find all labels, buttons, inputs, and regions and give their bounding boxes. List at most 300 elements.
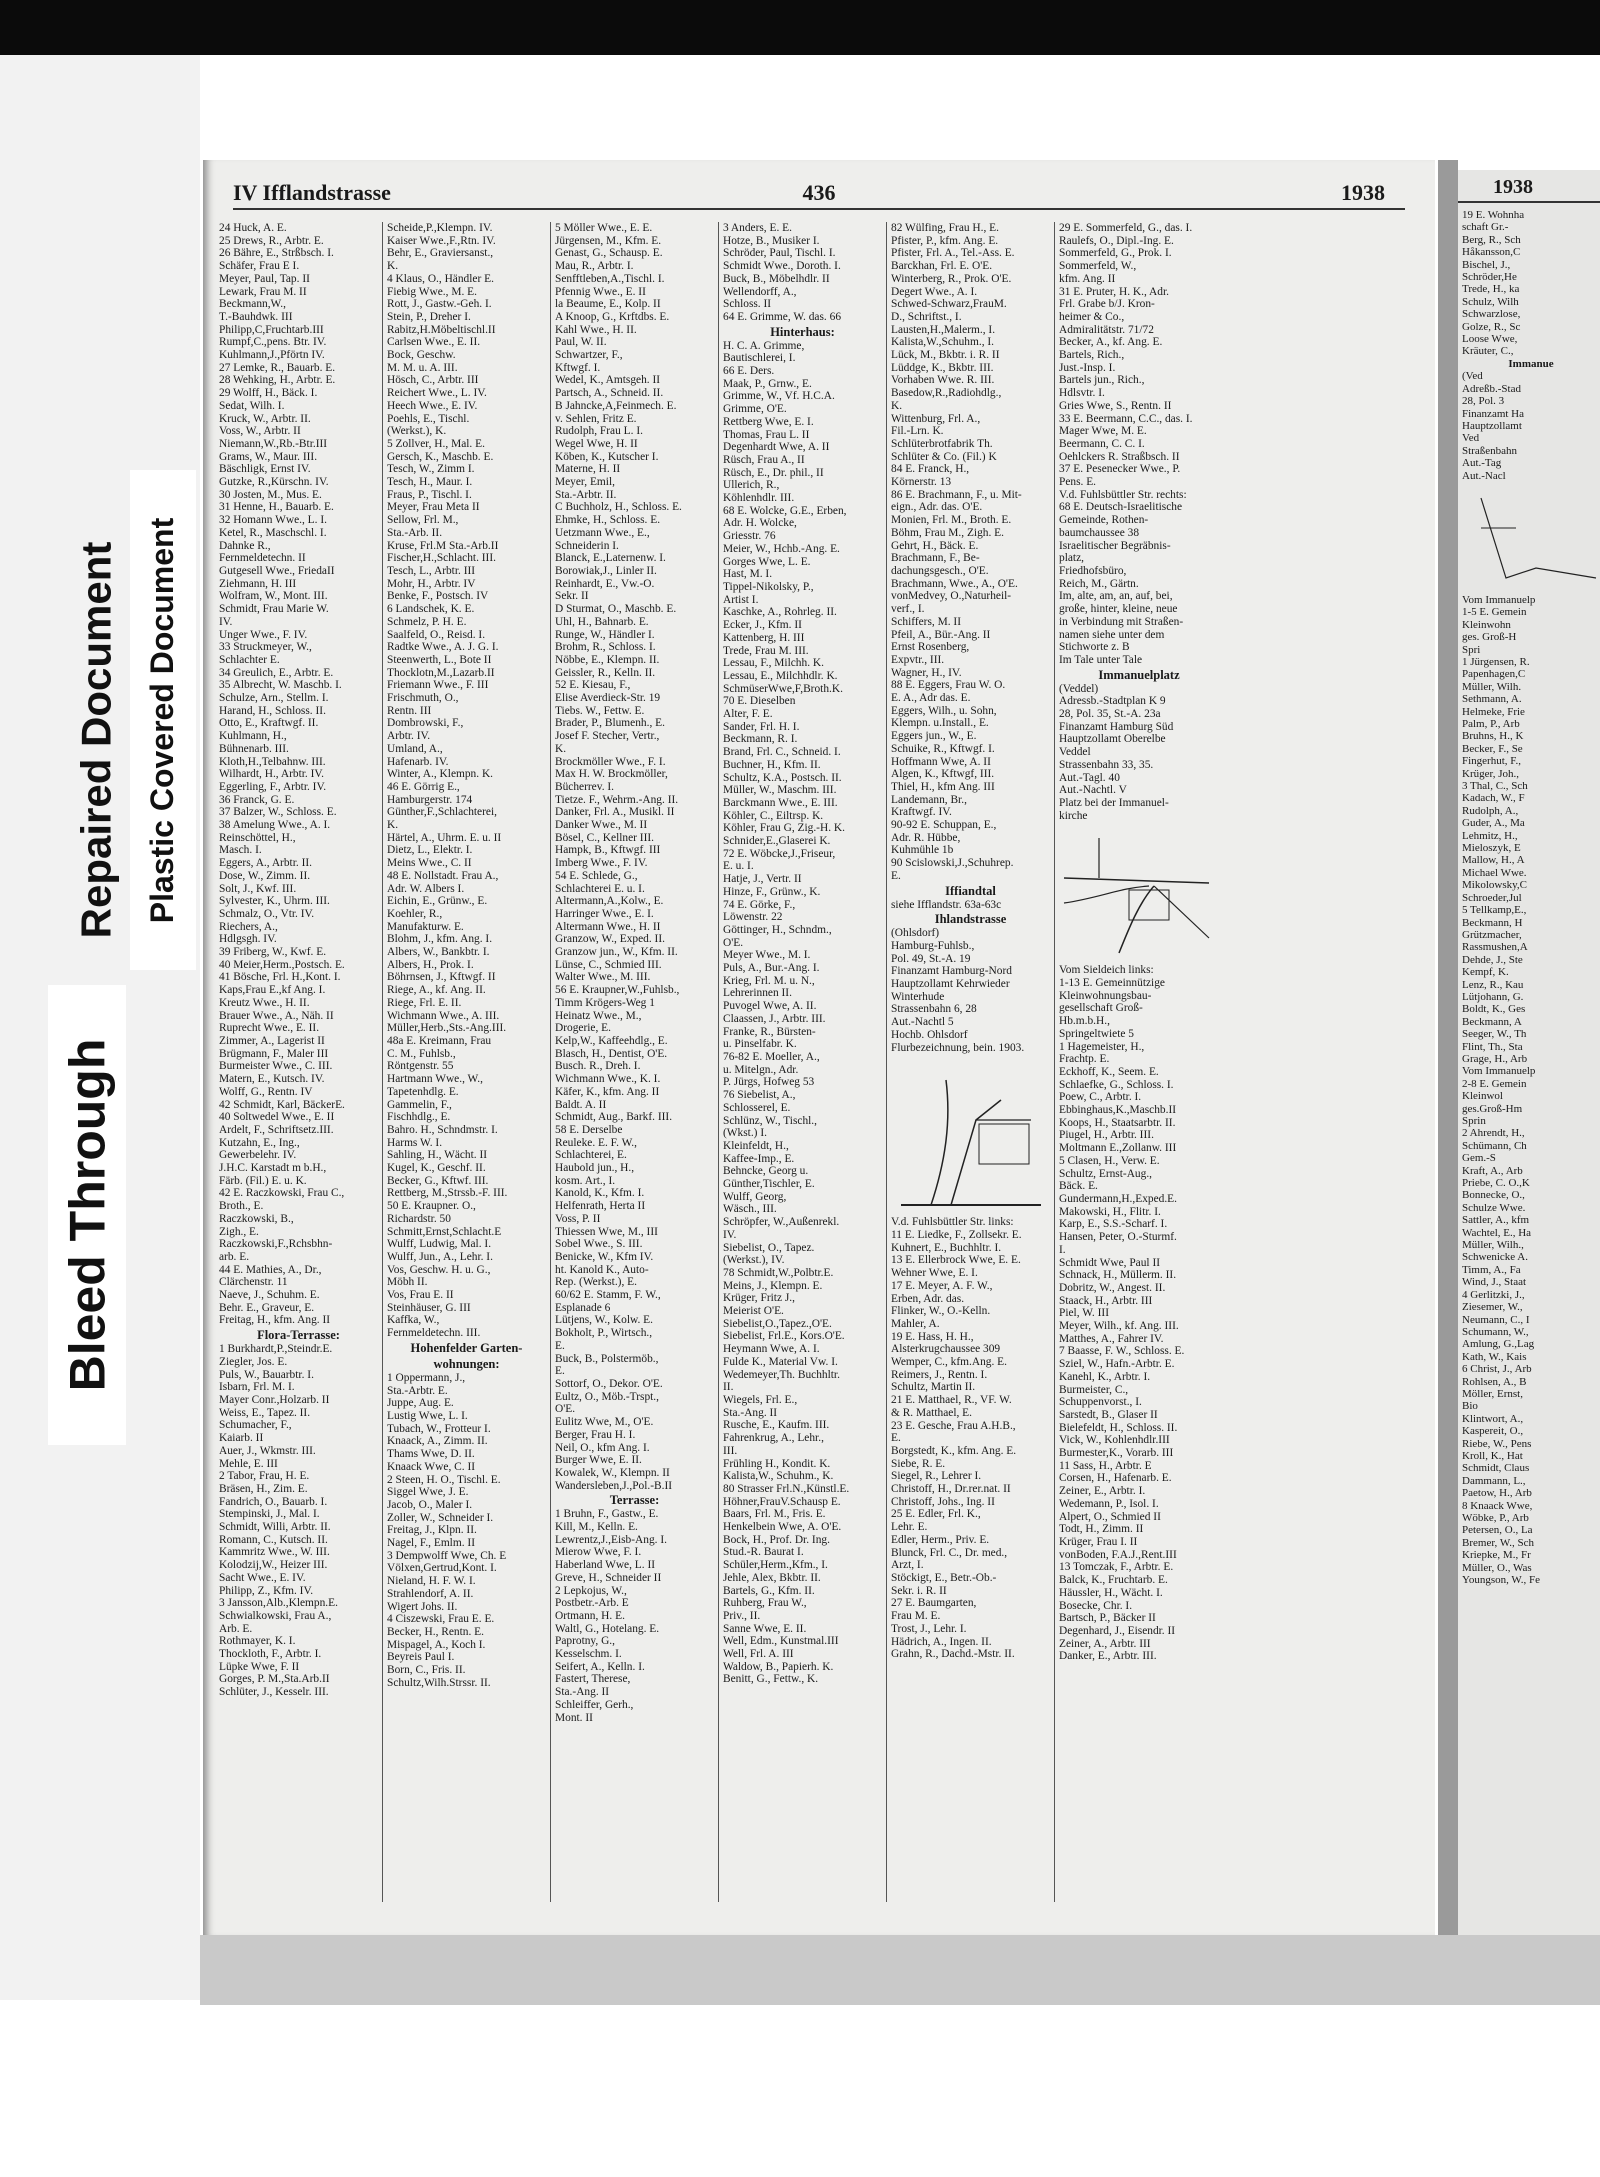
directory-entry: Ziesemer, W., <box>1462 1301 1523 1314</box>
header-street: IV Ifflandstrasse <box>233 180 391 205</box>
directory-entry: Arb. E. <box>219 1622 253 1635</box>
directory-entry: Uhl, H., Bahnarb. E. <box>555 615 649 628</box>
directory-entry: 40 Meier,Herm.,Postsch. E. <box>219 958 345 971</box>
directory-entry: Brügmann, F., Maler III <box>219 1047 329 1060</box>
directory-entry: Bremer, W., Sch <box>1462 1536 1534 1549</box>
directory-entry: Thockloth, F., Arbtr. I. <box>219 1648 322 1661</box>
directory-entry: Schwarzlose, <box>1462 308 1521 321</box>
directory-entry: Schlüterbrotfabrik Th. <box>891 437 993 450</box>
directory-entry: Grützmacher, <box>1462 928 1522 941</box>
directory-entry: Freitag, J., Klpn. II. <box>387 1524 477 1537</box>
directory-entry: Schröder, Paul, Tischl. I. <box>723 247 836 260</box>
directory-entry: Hauptzollamt <box>1462 419 1522 432</box>
directory-entry: große, hinter, kleine, neue <box>1059 603 1178 616</box>
directory-entry: 29 E. Sommerfeld, G., das. I. <box>1059 222 1193 234</box>
facing-page-year: 1938 <box>1458 170 1600 203</box>
directory-entry: Borowiak,J., Linler II. <box>555 564 657 577</box>
directory-entry: Sziel, W., Hafn.-Arbtr. E. <box>1059 1358 1175 1371</box>
directory-entry: Berger, Frau H. I. <box>555 1428 636 1441</box>
directory-entry: Hb.m.b.H., <box>1059 1015 1110 1028</box>
directory-entry: Reinschöttel, H., <box>219 831 296 844</box>
directory-entry: Dobritz, W., Angest. II. <box>1059 1281 1166 1294</box>
directory-entry: Postbetr.-Arb. E <box>555 1597 629 1610</box>
directory-entry: Kaiarb. II <box>219 1432 264 1445</box>
directory-entry: Bahro. H., Schndmstr. I. <box>387 1123 498 1136</box>
directory-entry: Schnack, H., Müllerm. II. <box>1059 1269 1177 1282</box>
directory-entry: Krüger, Fritz J., <box>723 1292 795 1305</box>
directory-entry: Baars, Frl. M., Fris. E. <box>723 1508 826 1521</box>
directory-entry: Fandrich, O., Bauarb. I. <box>219 1495 328 1508</box>
directory-entry: Papenhagen,C <box>1462 668 1526 681</box>
directory-entry: eign., Adr. das. O'E. <box>891 501 983 514</box>
directory-entry: Klintwort, A., <box>1462 1412 1524 1425</box>
directory-entry: Schlosserel, E. <box>723 1101 791 1114</box>
directory-entry: Reuleke. E. F. W., <box>555 1136 637 1149</box>
directory-entry: 34 Greulich, E., Arbtr. E. <box>219 666 334 679</box>
directory-entry: 23 E. Gesche, Frau A.H.B., <box>891 1419 1016 1432</box>
directory-entry: Eckhoff, K., Seem. E. <box>1059 1065 1159 1078</box>
directory-entry: Kanehl, K., Arbtr. I. <box>1059 1370 1151 1383</box>
directory-entry: Siebelist, O., Tapez. <box>723 1241 815 1254</box>
directory-entry: Kruse, Frl.M Sta.-Arb.II <box>387 539 499 552</box>
directory-entry: Sellow, Frl. M., <box>387 514 459 527</box>
directory-entry: Platz bei der Immanuel- <box>1059 796 1169 809</box>
directory-entry: Kuhnert, E., Buchhltr. I. <box>891 1241 1002 1254</box>
directory-entry: Bio <box>1462 1400 1478 1413</box>
directory-entry: Wagner, H., IV. <box>891 666 962 679</box>
directory-entry: Unger Wwe., F. IV. <box>219 628 308 641</box>
directory-entry: Waltl, G., Hotelang. E. <box>555 1622 660 1635</box>
directory-entry: Richardstr. 50 <box>387 1212 451 1225</box>
directory-entry: Reichert Wwe., L. IV. <box>387 387 487 400</box>
directory-entry: Berg, R., Sch <box>1462 233 1521 246</box>
directory-entry: Winterhude <box>891 990 945 1003</box>
directory-entry: Kowalek, W., Klempn. II <box>555 1466 670 1479</box>
directory-entry: 25 E. Edler, Frl. K., <box>891 1508 981 1521</box>
directory-entry: Jacob, O., Maler I. <box>387 1498 473 1511</box>
directory-entry: 82 Wülfing, Frau H., E. <box>891 222 999 234</box>
directory-entry: Lehrerinnen II. <box>723 987 792 1000</box>
directory-entry: 31 E. Pruter, H. K., Adr. <box>1059 285 1169 298</box>
directory-entry: Sekr. II <box>555 590 589 603</box>
directory-entry: kosm. Art., I. <box>555 1174 616 1187</box>
directory-entry: Völxen,Gertrud,Kont. I. <box>387 1562 497 1575</box>
directory-entry: 84 E. Franck, H., <box>891 463 970 476</box>
directory-entry: Thomas, Frau L. II <box>723 428 810 441</box>
directory-entry: Saalfeld, O., Reisd. I. <box>387 628 486 641</box>
directory-entry: Krieg, Frl. M. u. N., <box>723 974 815 987</box>
directory-entry: 60/62 E. Stamm, F. W., <box>555 1289 661 1302</box>
directory-entry: Schlüter, J., Kesselr. III. <box>219 1686 329 1699</box>
directory-entry: Priv., II. <box>723 1609 761 1622</box>
directory-entry: Meyer, Emil, <box>555 476 615 489</box>
directory-entry: Grimme, O'E. <box>723 403 787 416</box>
directory-entry: Wichmann Wwe., K. I. <box>555 1073 661 1086</box>
directory-entry: Franke, R., Bürsten- <box>723 1025 816 1038</box>
directory-entry: Fil.-Lrn. K. <box>891 425 944 438</box>
directory-entry: heimer & Co., <box>1059 310 1125 323</box>
directory-entry: Sander, Frl. H. I. <box>723 720 800 733</box>
directory-entry: Sta.-Arbtr. E. <box>387 1384 448 1397</box>
directory-entry: Bartels, Rich., <box>1059 349 1125 362</box>
directory-entry: Mierow Wwe, F. I. <box>555 1546 642 1559</box>
directory-entry: Härtel, A., Uhrm. E. u. II <box>387 831 502 844</box>
directory-entry: Piugel, H., Arbtr. III. <box>1059 1129 1154 1142</box>
directory-entry: Sahling, H., Wächt. II <box>387 1149 488 1162</box>
directory-entry: ges.Groß-Hm <box>1462 1102 1523 1115</box>
directory-entry: Wemper, C., kfm.Ang. E. <box>891 1356 1007 1369</box>
directory-entry: Burmester,K., Vorarb. III <box>1059 1447 1174 1460</box>
directory-entry: Pfennig Wwe., E. II <box>555 285 646 298</box>
directory-entry: Brachmann, F., Be- <box>891 552 980 565</box>
directory-entry: Sommerfeld, G., Prok. I. <box>1059 247 1172 260</box>
directory-entry: Lehr. E. <box>891 1521 928 1534</box>
directory-entry: Kruck, W., Arbtr. II. <box>219 412 311 425</box>
directory-entry: A Knoop, G., Krftdbs. E. <box>555 310 670 323</box>
directory-entry: Adressb.-Stadtplan K 9 <box>1059 695 1166 708</box>
directory-entry: K. <box>387 819 399 832</box>
directory-entry: I. <box>1059 1243 1066 1256</box>
directory-entry: Ardelt, F., Schriftsetz.III. <box>219 1123 334 1136</box>
directory-entry: P. Jürgs, Hofweg 53 <box>723 1076 815 1089</box>
directory-entry: Schmidt Wwe, Paul II <box>1059 1256 1161 1269</box>
directory-entry: Kuhlmann, H., <box>219 730 287 743</box>
directory-entry: 21 E. Matthael, R., VF. W. <box>891 1394 1012 1407</box>
directory-entry: Piel, W. III <box>1059 1307 1109 1320</box>
directory-entry: Strassenbahn 6, 28 <box>891 1003 977 1016</box>
directory-entry: Degenhardt Wwe, A. II <box>723 441 830 454</box>
directory-column <box>383 222 551 1902</box>
directory-entry: 1-5 E. Gemein <box>1462 606 1527 619</box>
directory-entry: (Werkst.), IV. <box>723 1254 785 1267</box>
directory-entry: Dombrowski, F., <box>387 717 464 730</box>
directory-entry: Böhrnsen, J., Kftwgf. II <box>387 971 496 984</box>
directory-entry: Beyreis Paul I. <box>387 1651 455 1664</box>
directory-entry: Umland, A., <box>387 742 443 755</box>
directory-entry: vonMedvey, O.,Naturheil- <box>891 590 1012 603</box>
directory-entry: Schlünz, W., Tischl., <box>723 1114 817 1127</box>
directory-entry: Mau, R., Arbtr. I. <box>555 260 634 273</box>
directory-entry: 37 E. Pesenecker Wwe., P. <box>1059 463 1181 476</box>
directory-entry: Kaschke, A., Rohrleg. II. <box>723 606 837 619</box>
directory-entry: Wachtel, E., Ha <box>1462 1226 1532 1239</box>
directory-entry: Wolfram, W., Mont. III. <box>219 590 328 603</box>
directory-entry: Fernmeldetechn. III. <box>387 1327 481 1340</box>
directory-entry: II. <box>723 1381 734 1394</box>
directory-entry: Sta.-Ang. II <box>555 1686 610 1699</box>
directory-entry: Gewerbelehr. IV. <box>219 1149 297 1162</box>
directory-entry: Rentn. III <box>387 704 432 717</box>
directory-entry: Eggerling, F., Arbtr. IV. <box>219 780 327 793</box>
directory-entry: Rüsch, E., Dr. phil., II <box>723 466 824 479</box>
directory-entry: 48a E. Kreimann, Frau <box>387 1035 492 1047</box>
directory-entry: gesellschaft Groß- <box>1059 1002 1143 1015</box>
directory-entry: Sta.-Arbtr. II. <box>555 488 617 501</box>
directory-entry: Knaack Wwe, C. II <box>387 1460 476 1473</box>
directory-entry: Bücherrev. I. <box>555 780 615 793</box>
directory-entry: 27 Lemke, R., Bauarb. E. <box>219 361 336 374</box>
directory-entry: Kloth,H.,Telbahnw. III. <box>219 755 326 768</box>
directory-entry: Nagel, F., Emlm. II <box>387 1537 475 1550</box>
directory-entry: Hädrich, A., Ingen. II. <box>891 1635 992 1648</box>
directory-entry: 7 Baasse, F. W., Schloss. E. <box>1059 1345 1185 1358</box>
directory-entry: Blanck, E.,Laternenw. I. <box>555 552 666 565</box>
directory-entry: Spri <box>1462 643 1481 656</box>
directory-entry: Senfftleben,A.,Tischl. I. <box>555 272 665 285</box>
facing-page-entries <box>1458 203 1600 1586</box>
directory-entry: Lehmitz, H., <box>1462 829 1518 842</box>
directory-entry: Adr. R. Hübbe, <box>891 831 961 844</box>
directory-entry: Waldow, B., Papierh. K. <box>723 1660 834 1673</box>
directory-entry: Beckmann, R. I. <box>723 733 798 746</box>
directory-entry: Wulff, Georg, <box>723 1190 787 1203</box>
directory-entry: 52 E. Kiesau, F., <box>555 679 631 692</box>
directory-entry: Barckmann Wwe., E. III. <box>723 796 838 809</box>
directory-entry: 25 Drews, R., Arbtr. E. <box>219 234 324 247</box>
directory-entry: Winter, A., Klempn. K. <box>387 768 494 781</box>
directory-entry: 3 Dempwolff Wwe, Ch. E <box>387 1549 507 1562</box>
directory-entry: Hauptzollamt Kehrwieder <box>891 978 1010 991</box>
directory-entry: H. C. A. Grimme, <box>723 339 805 352</box>
directory-entry: Bischel, J., <box>1462 258 1511 271</box>
directory-entry: O'E. <box>555 1403 576 1416</box>
directory-entry: Zoller, W., Schneider I. <box>387 1511 494 1524</box>
directory-entry: Ved <box>1462 432 1480 445</box>
directory-entry: Fernmeldetechn. II <box>219 552 306 565</box>
directory-entry: Landemann, Br., <box>891 793 967 806</box>
directory-entry: Sommerfeld, W., <box>1059 260 1137 273</box>
directory-entry: (Ohlsdorf) <box>891 927 940 940</box>
plastic-covered-label-text: Plastic Covered Document <box>144 517 181 923</box>
directory-entry: IV. <box>723 1228 737 1241</box>
directory-entry: Mont. II <box>555 1711 593 1724</box>
directory-entry: 35 Albrecht, W. Maschb. I. <box>219 679 342 692</box>
directory-entry: Buck, B., Polstermöb., <box>555 1352 659 1365</box>
directory-entry: Lewark, Frau M. II <box>219 285 307 298</box>
directory-entry: Brader, P., Blumenh., E. <box>555 717 665 730</box>
directory-entry: Hinze, F., Grünw., K. <box>723 885 821 898</box>
directory-entry: 11 Sass, H., Arbtr. E <box>1059 1459 1152 1472</box>
directory-entry: 76 Siebelist, A., <box>723 1089 796 1102</box>
directory-entry: E. <box>891 1432 901 1445</box>
directory-entry: Sacht Wwe., E. IV. <box>219 1571 306 1584</box>
directory-entry: 3 Anders, E. E. <box>723 222 792 234</box>
directory-entry: Bielefeldt, H., Schloss. II. <box>1059 1421 1178 1434</box>
directory-entry: Kleinwol <box>1462 1090 1503 1103</box>
directory-entry: Hartmann Wwe., W., <box>387 1073 483 1086</box>
directory-entry: Kleinwohnungsbau- <box>1059 989 1152 1002</box>
directory-entry: Ortmann, H. E. <box>555 1609 625 1622</box>
directory-entry: Albers, W., Bankbtr. I. <box>387 946 490 959</box>
directory-entry: Mahler, A. <box>891 1317 940 1330</box>
directory-entry: Nöbbe, E., Klempn. II. <box>555 653 660 666</box>
directory-entry: Göttinger, H., Schndm., <box>723 923 832 936</box>
section-heading: Hinterhaus: <box>770 324 835 339</box>
directory-entry: Thiessen Wwe, M., III <box>555 1225 658 1238</box>
directory-entry: Bock, H., Prof. Dr. Ing. <box>723 1533 830 1546</box>
directory-entry: Kanold, K., Kfm. I. <box>555 1187 645 1200</box>
directory-entry: 37 Balzer, W., Schloss. E. <box>219 806 337 819</box>
directory-entry: 1 Bruhn, F., Gastw., E. <box>555 1508 659 1521</box>
street-map-figure <box>891 1060 1049 1210</box>
directory-entry: Schmidt, Aug., Barkf. III. <box>555 1111 673 1124</box>
directory-entry: Schlachterei E. u. I. <box>555 882 645 895</box>
directory-entry: Siegel, R., Lehrer I. <box>891 1470 982 1483</box>
directory-entry: Bartsch, P., Bäcker II <box>1059 1612 1156 1625</box>
directory-entry: Gersch, K., Maschb. E. <box>387 450 494 463</box>
directory-entry: E. A., Adr das. E. <box>891 692 971 705</box>
directory-entry: Josef F. Stecher, Vertr., <box>555 730 660 743</box>
directory-entry: 1 Burkhardt,P.,Steindr.E. <box>219 1343 333 1356</box>
directory-entry: Kattenberg, H. III <box>723 631 805 644</box>
directory-entry: Koops, H., Staatsarbtr. II. <box>1059 1116 1176 1129</box>
directory-entry: Kaffka, W., <box>387 1314 440 1327</box>
directory-entry: V.d. Fuhlsbüttler Str. rechts: <box>1059 488 1187 501</box>
directory-entry: Müller, W., Maschm. III. <box>723 784 837 797</box>
directory-entry: Granzow, W., Exped. II. <box>555 933 665 946</box>
directory-entry: Altermann Wwe., H. II <box>555 920 661 933</box>
directory-entry: Israelitischer Begräbnis- <box>1059 539 1171 552</box>
directory-entry: Böhm, Frau M., Zigh. E. <box>891 526 1004 539</box>
directory-entry: Gorges, P. M.,Sta.Arb.II <box>219 1673 330 1686</box>
directory-entry: Trost, J., Lehr. I. <box>891 1622 967 1635</box>
directory-entry: K. <box>891 399 903 412</box>
directory-entry: Rettberg, M.,Strssb.-F. III. <box>387 1187 508 1200</box>
section-heading: Hohenfelder Garten- <box>410 1340 523 1355</box>
directory-entry: Schlachterei, E. <box>555 1149 627 1162</box>
directory-entry: Tesch, H., Maur. I. <box>387 476 473 489</box>
directory-entry: Claassen, J., Arbtr. III. <box>723 1012 826 1025</box>
directory-entry: Lück, M., Bkbtr. i. R. II <box>891 349 1000 362</box>
page-number: 436 <box>802 180 836 205</box>
directory-entry: Heinatz Wwe., M., <box>555 1009 642 1022</box>
directory-entry: Schwartzer, F., <box>555 349 623 362</box>
directory-entry: 19 E. Hass, H. H., <box>891 1330 974 1343</box>
directory-entry: Kelp,W., Kaffeehdlg., E. <box>555 1035 668 1047</box>
directory-entry: Finanzamt Ha <box>1462 407 1525 420</box>
directory-entry: Brachmann, Wwe., A., O'E. <box>891 577 1018 590</box>
directory-entry: Schumann, W., <box>1462 1325 1529 1338</box>
directory-entry: 5 Zollver, H., Mal. E. <box>387 437 485 450</box>
directory-column <box>1055 222 1223 1902</box>
directory-entry: Hansen, Peter, O.-Sturmf. <box>1059 1231 1177 1244</box>
directory-entry: Lausten,H.,Malerm., I. <box>891 323 996 336</box>
directory-entry: 72 E. Wöbcke,J.,Friseur, <box>723 847 836 860</box>
directory-entry: Beckmann, H <box>1462 916 1523 929</box>
directory-entry: Kolodzij,W., Heizer III. <box>219 1559 328 1572</box>
directory-entry: Im, alte, am, an, auf, bei, <box>1059 590 1173 603</box>
directory-entry: Sta.-Ang. II <box>723 1406 778 1419</box>
directory-entry: Tesch, W., Zimm I. <box>387 463 475 476</box>
directory-entry: Behr, E., Graviersanst., <box>387 247 494 260</box>
directory-entry: Benitt, G., Fettw., K. <box>723 1673 819 1686</box>
directory-entry: 44 E. Mathies, A., Dr., <box>219 1263 322 1276</box>
directory-entry: Köhler, C., Eiltrsp. K. <box>723 809 824 822</box>
directory-entry: Schüler,Herm.,Kfm., I. <box>723 1559 828 1572</box>
directory-entry: Bonnecke, O., <box>1462 1189 1525 1202</box>
directory-entry: Kahl Wwe., H. II. <box>555 323 637 336</box>
directory-entry: Lüddge, K., Bkbtr. III. <box>891 361 994 374</box>
directory-entry: 48 E. Nollstadt. Frau A., <box>387 869 499 882</box>
directory-entry: Gries Wwe, S., Rentn. II <box>1059 399 1172 412</box>
directory-entry: Matern, E., Kutsch. IV. <box>219 1073 325 1086</box>
directory-entry: Esplanade 6 <box>555 1301 611 1314</box>
directory-entry: Eggers, A., Arbtr. II. <box>219 857 313 870</box>
directory-entry: Müller, Wilh., <box>1462 1239 1524 1252</box>
directory-entry: Oehlckers R. Straßbsch. II <box>1059 450 1180 463</box>
directory-entry: Poehls, E., Tischl. <box>387 412 470 425</box>
section-heading: wohnungen: <box>433 1356 500 1371</box>
directory-entry: 38 Amelung Wwe., A. I. <box>219 819 331 832</box>
directory-entry: Alter, F. E. <box>723 708 773 721</box>
directory-entry: 42 E. Raczkowski, Frau C., <box>219 1187 345 1200</box>
directory-entry: Ullerich, R., <box>723 479 780 492</box>
directory-entry: Reinhardt, E., Vw.-O. <box>555 577 655 590</box>
directory-entry: Schmidt, Frau Marie W. <box>219 603 329 616</box>
directory-entry: Brand, Frl. C., Schneid. I. <box>723 746 841 759</box>
directory-entry: Schmidt, Willi, Arbtr. II. <box>219 1521 331 1534</box>
directory-entry: baumchaussee 38 <box>1059 526 1140 539</box>
directory-entry: IV. <box>219 615 233 628</box>
directory-entry: 88 E. Eggers, Frau W. O. <box>891 679 1006 692</box>
directory-entry: Schuppenvorst., I. <box>1059 1396 1142 1409</box>
directory-entry: Amlung, G.,Lag <box>1462 1338 1535 1351</box>
directory-entry: 11 E. Liedke, F., Zollsekr. E. <box>891 1229 1022 1241</box>
directory-entry: 70 E. Dieselben <box>723 695 796 708</box>
directory-entry: O'E. <box>723 936 744 949</box>
directory-entry: Ernst Rosenberg, <box>891 641 970 654</box>
directory-entry: Meierist O'E. <box>723 1305 784 1318</box>
directory-entry: Helfenrath, Herta II <box>555 1200 646 1213</box>
directory-entry: Schuike, R., Kftwgf. I. <box>891 742 995 755</box>
directory-entry: M. M. u. A. III. <box>387 361 458 374</box>
directory-entry: 56 E. Kraupner,W.,Fuhlsb., <box>555 984 680 997</box>
directory-entry: 6 Landschek, K. E. <box>387 603 475 616</box>
directory-entry: Haberland Wwe, L. II <box>555 1559 656 1572</box>
directory-entry: Jürgensen, M., Kfm. E. <box>555 234 662 247</box>
directory-entry: Fiebig Wwe., M. E. <box>387 285 477 298</box>
directory-entry: Fahrenkrug, A., Lehr., <box>723 1432 824 1445</box>
directory-entry: Lessau, F., Milchh. K. <box>723 657 824 670</box>
directory-entry: Kalista,W., Schuhm., K. <box>723 1470 834 1483</box>
directory-entry: Hamburg-Fuhlsb., <box>891 939 975 952</box>
directory-entry: Strassenbahn 33, 35. <box>1059 758 1154 771</box>
directory-entry: Benicke, W., Kfm IV. <box>555 1250 654 1263</box>
directory-entry: Solt, J., Kwf. III. <box>219 882 297 895</box>
directory-entry: 80 Strasser Frl.N.,Künstl.E. <box>723 1482 850 1495</box>
directory-entry: Meins Wwe., C. II <box>387 857 472 870</box>
directory-entry: Siebelist,O.,Tapez.,O'E. <box>723 1317 832 1330</box>
directory-entry: Müller, O., Was <box>1462 1561 1532 1574</box>
directory-entry: 36 Franck, G. E. <box>219 793 295 806</box>
directory-entry: Boldt, K., Ges <box>1462 1003 1526 1016</box>
directory-entry: Hatje, J., Vertr. II <box>723 873 802 886</box>
directory-entry: Niemann,W.,Rb.-Btr.III <box>219 437 328 450</box>
directory-entry: Lütjohann, G. <box>1462 990 1524 1003</box>
directory-entry: Paprotny, G., <box>555 1635 616 1648</box>
directory-entry: E. <box>891 869 901 882</box>
directory-entry: Löwenstr. 22 <box>723 911 783 924</box>
directory-entry: 86 E. Brachmann, F., u. Mit- <box>891 488 1022 501</box>
directory-entry: Köhlenhdlr. III. <box>723 492 795 505</box>
directory-entry: Guder, A., Ma <box>1462 817 1525 830</box>
directory-entry: B Jahncke,A,Feinmech. E. <box>555 399 677 412</box>
directory-entry: 68 E. Wolcke, G.E., Erben, <box>723 504 847 517</box>
directory-entry: Altermann,A.,Kolw., E. <box>555 895 664 908</box>
directory-entry: Lünse, C., Schmied III. <box>555 958 662 971</box>
directory-entry: 74 E. Görke, F., <box>723 898 796 911</box>
directory-entry: ht. Kanold K., Auto- <box>555 1263 649 1276</box>
